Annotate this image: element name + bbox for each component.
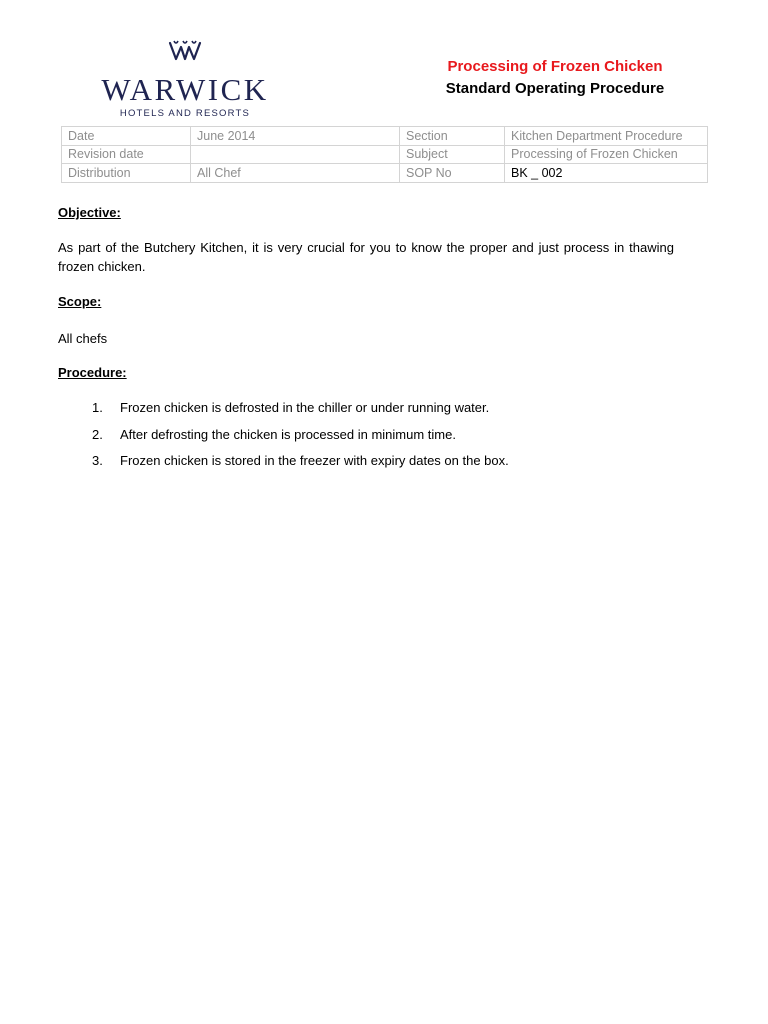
crown-icon	[168, 40, 202, 62]
table-row	[62, 127, 708, 146]
step-number: 1.	[92, 400, 103, 415]
table-cell-label: Revision date	[62, 145, 191, 164]
table-cell-label: Distribution	[62, 164, 191, 183]
sop-number-value: BK _ 002	[505, 164, 708, 183]
list-item	[92, 427, 692, 454]
logo-tagline: HOTELS AND RESORTS	[119, 108, 251, 119]
step-number: 3.	[92, 453, 103, 468]
sop-info-table	[61, 126, 708, 183]
scope-text: All chefs	[58, 331, 108, 346]
objective-heading: Objective:	[58, 205, 121, 220]
table-cell-value: June 2014	[191, 127, 400, 146]
step-number: 2.	[92, 426, 103, 442]
procedure-steps	[92, 400, 692, 480]
table-cell-label: Section	[400, 127, 505, 146]
step-text: Frozen chicken is defrosted in the chiller or under running water.	[120, 400, 490, 415]
table-row	[62, 145, 708, 164]
objective-text: As part of the Butchery Kitchen, it is very crucial for you to know the proper and just process in thawing frozen chicken.	[58, 240, 674, 274]
scope-heading: Scope:	[58, 294, 102, 309]
table-cell-value	[191, 145, 400, 164]
list-item	[92, 400, 692, 427]
table-cell-value: Processing of Frozen Chicken	[505, 145, 708, 164]
procedure-heading: Procedure:	[58, 365, 127, 380]
warwick-logo	[92, 40, 278, 119]
table-row	[62, 164, 708, 183]
document-title: Processing of Frozen Chicken	[447, 58, 663, 75]
document-header	[400, 58, 710, 97]
table-cell-label: Date	[62, 127, 191, 146]
table-cell-label: Subject	[400, 145, 505, 164]
document-subtitle: Standard Operating Procedure	[445, 80, 665, 97]
step-text: After defrosting the chicken is processed in minimum time.	[120, 426, 456, 442]
table-cell-value: All Chef	[191, 164, 400, 183]
table-cell-value: Kitchen Department Procedure	[505, 127, 708, 146]
list-item	[92, 453, 692, 480]
table-cell-label: SOP No	[400, 164, 505, 183]
logo-brand-name: WARWICK	[101, 72, 269, 107]
step-text: Frozen chicken is stored in the freezer with expiry dates on the box.	[120, 453, 509, 468]
